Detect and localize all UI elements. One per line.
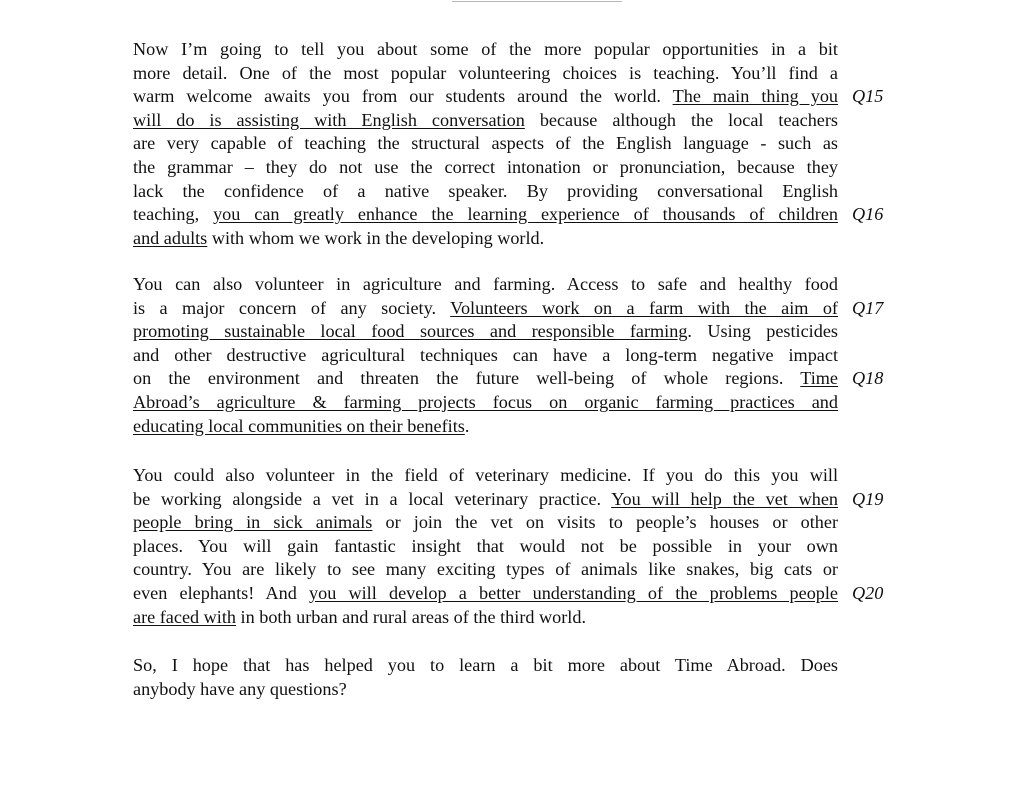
text-segment: So, I hope that has helped you to learn a bit more about Time Abroad. Does — [133, 655, 838, 675]
question-label: Q16 — [852, 204, 884, 225]
underlined-answer-text: and adults — [133, 227, 208, 248]
underlined-answer-text: people bring in sick animals — [133, 512, 373, 533]
paragraph — [133, 273, 838, 438]
underlined-answer-text: are faced with — [133, 606, 236, 627]
paragraph — [133, 654, 838, 701]
text-line — [133, 297, 838, 321]
question-label: Q19 — [852, 488, 884, 509]
paragraph — [133, 464, 838, 629]
text-line — [133, 203, 838, 227]
text-segment: the grammar – they do not use the correct intonation or pronunciation, because they — [133, 156, 838, 177]
question-label: Q17 — [852, 297, 884, 318]
text-segment: lack the confidence of a native speaker. By providing conversational English — [133, 180, 838, 201]
text-line — [133, 367, 838, 391]
text-line — [133, 415, 838, 439]
underlined-answer-text: you can greatly enhance the learning experience of thousands of children — [213, 204, 838, 225]
text-line — [133, 85, 838, 109]
text-segment: be working alongside a vet in a local veterinary practice. — [133, 488, 612, 509]
text-segment: is a major concern of any society. — [133, 297, 451, 318]
text-line — [133, 62, 838, 86]
underlined-answer-text: You will help the vet when — [611, 488, 838, 509]
underlined-answer-text: promoting sustainable local food sources and responsible farming — [133, 321, 688, 342]
underlined-answer-text: The main thing you — [672, 86, 839, 107]
text-segment: on the environment and threaten the future well-being of whole regions. — [133, 368, 801, 389]
text-segment: You can also volunteer in agriculture and farming. Access to safe and healthy food — [133, 274, 838, 294]
text-segment: with whom we work in the developing world. — [207, 227, 545, 248]
text-segment: more detail. One of the most popular volunteering choices is teaching. You’ll find a — [133, 62, 838, 83]
text-line — [133, 109, 838, 133]
text-line — [133, 156, 838, 180]
text-segment: teaching, — [133, 204, 214, 225]
text-line — [133, 606, 838, 630]
text-segment: in both urban and rural areas of the third world. — [236, 606, 587, 627]
text-segment: . — [464, 415, 470, 436]
text-segment: country. You are likely to see many exciting types of animals like snakes, big cats or — [133, 559, 838, 580]
underlined-answer-text: Time — [800, 368, 838, 389]
text-line — [133, 273, 838, 297]
text-segment: anybody have any questions? — [133, 678, 347, 699]
underlined-answer-text: educating local communities on their benefits — [133, 415, 465, 436]
text-line — [133, 464, 838, 488]
text-line — [133, 132, 838, 156]
text-line — [133, 535, 838, 559]
text-line — [133, 391, 838, 415]
text-line — [133, 488, 838, 512]
text-segment: warm welcome awaits you from our students around the world. — [133, 86, 673, 107]
text-line — [133, 678, 838, 702]
text-segment: You could also volunteer in the field of veterinary medicine. If you do this you will — [133, 465, 838, 485]
text-segment: are very capable of teaching the structural aspects of the English language - such as — [133, 133, 838, 154]
underlined-answer-text: Volunteers work on a farm with the aim of — [450, 297, 838, 318]
question-label: Q20 — [852, 583, 884, 603]
text-line — [133, 344, 838, 368]
paragraph — [133, 38, 838, 250]
question-label: Q15 — [852, 86, 884, 107]
text-line — [133, 227, 838, 251]
cut-off-heading-fragment — [452, 0, 622, 2]
text-segment: and other destructive agricultural techniques can have a long-term negative impact — [133, 344, 838, 365]
text-segment: places. You will gain fantastic insight that would not be possible in your own — [133, 535, 838, 556]
text-segment: . Using pesticides — [687, 321, 838, 342]
underlined-answer-text: will do is assisting with English conversation — [133, 109, 525, 130]
text-line — [133, 511, 838, 535]
text-line — [133, 320, 838, 344]
text-segment: Now I’m going to tell you about some of the more popular opportunities in a bit — [133, 39, 838, 59]
underlined-answer-text: Abroad’s agriculture & farming projects focus on organic farming practices and — [133, 391, 838, 412]
underlined-answer-text: you will develop a better understanding of the problems people — [309, 582, 839, 603]
question-label: Q18 — [852, 368, 884, 389]
text-segment: because although the local teachers — [524, 109, 838, 130]
text-line — [133, 582, 838, 606]
text-line — [133, 38, 838, 62]
text-segment: or join the vet on visits to people’s houses or other — [372, 512, 839, 533]
text-line — [133, 654, 838, 678]
text-line — [133, 558, 838, 582]
text-segment: even elephants! And — [133, 582, 309, 603]
text-line — [133, 180, 838, 204]
